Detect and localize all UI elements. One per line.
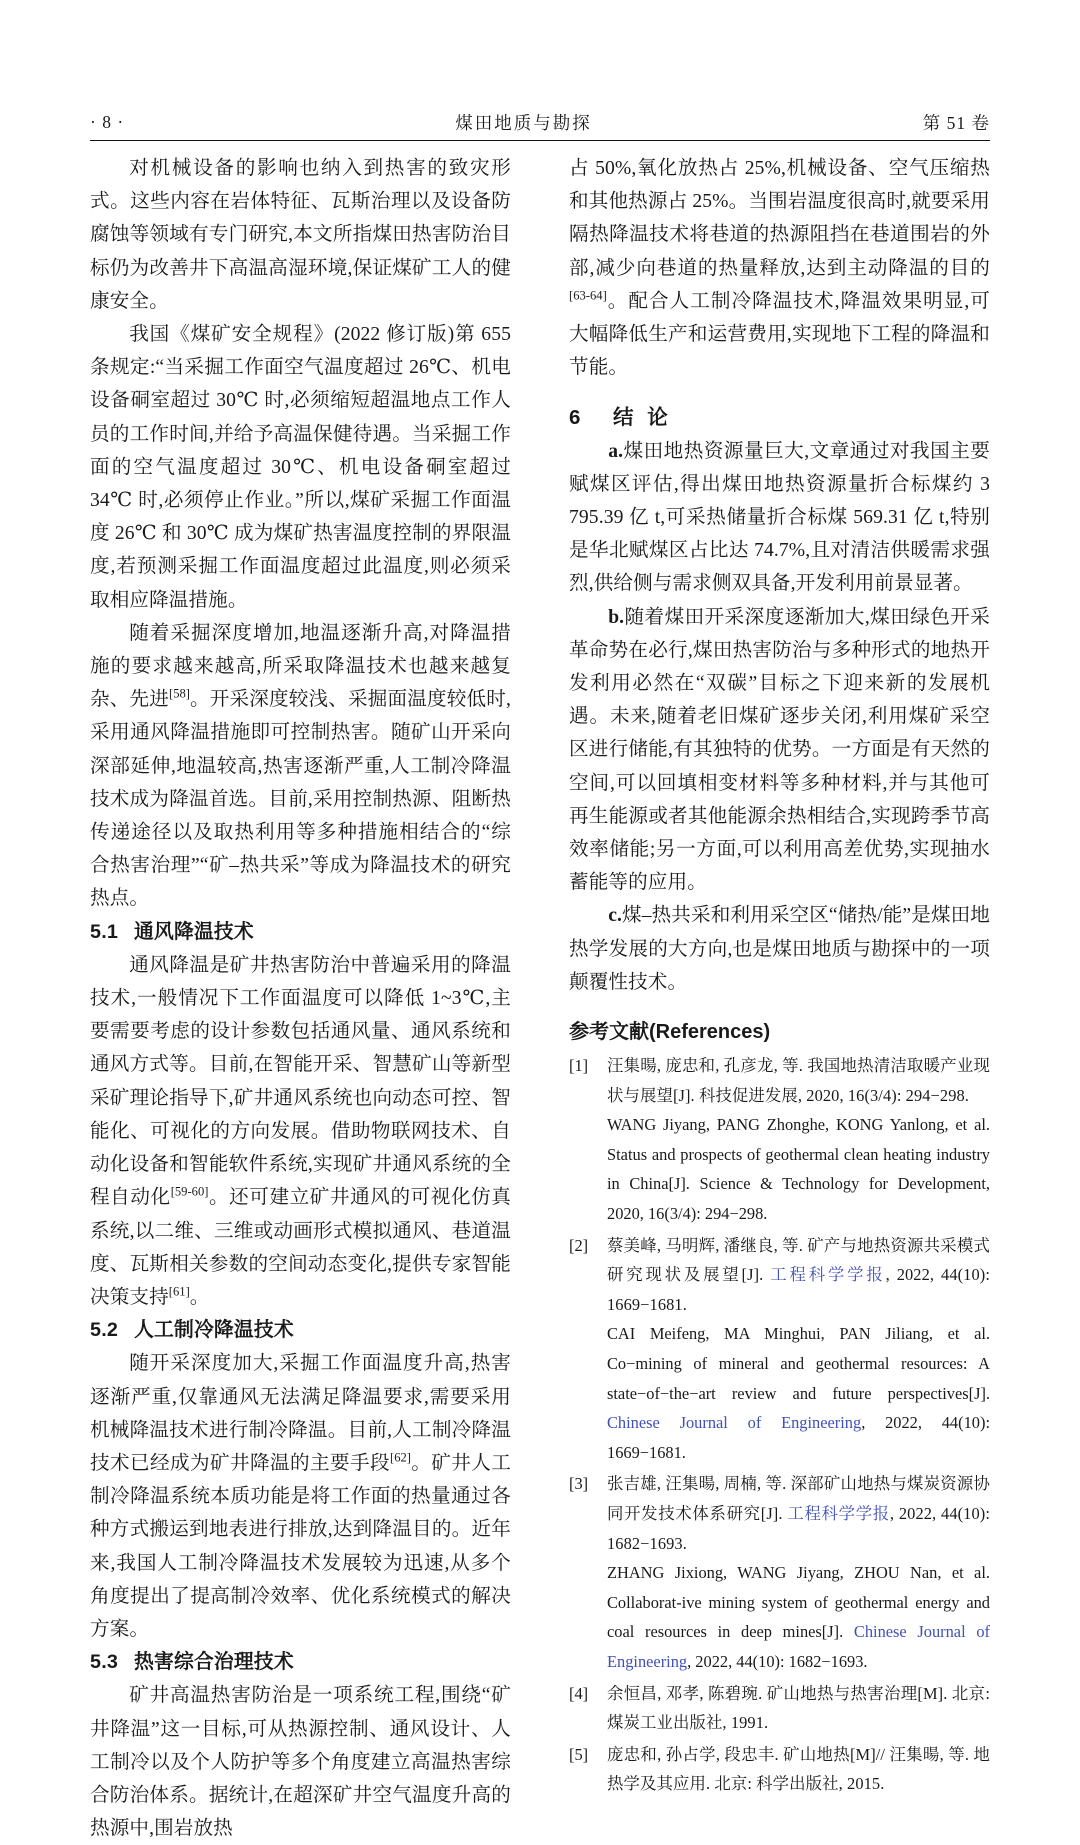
item-label: c. — [608, 905, 622, 927]
journal-link[interactable]: 工程科学学报 — [770, 1265, 886, 1285]
citation-ref: [63-64] — [569, 288, 607, 303]
paragraph — [569, 152, 990, 384]
section-number: 6 — [569, 406, 581, 430]
volume-label: 第 51 卷 — [922, 112, 990, 133]
reference-chinese — [607, 1740, 990, 1799]
reference-english — [607, 1558, 990, 1676]
paragraph — [90, 152, 511, 318]
paragraph-text: 。 — [189, 1286, 210, 1308]
reference-item — [569, 1469, 990, 1676]
reference-text: WANG Jiyang, PANG Zhonghe, KONG Yanlong, et al. Status and prospects of geothermal clean heating industry in China[J]. — [607, 1115, 990, 1194]
reference-english — [607, 1110, 990, 1228]
reference-item — [569, 1051, 990, 1229]
reference-text: CAI Meifeng, MA Minghui, PAN Jiliang, et al. Co−mining of mineral and geothermal resources: A state−of−the−art review and future perspectives[J]. — [607, 1324, 990, 1403]
reference-item — [569, 1740, 990, 1799]
reference-text: 科技促进发展, 2020, 16(3/4): 294−298. — [698, 1085, 969, 1105]
reference-text: , 2022, 44(10): 1682−1693. — [607, 1503, 990, 1553]
left-column — [90, 152, 511, 1845]
paragraph-text: 占 50%,氧化放热占 25%,机械设备、空气压缩热和其他热源占 25%。当围岩温度很高时,就要采用隔热降温技术将巷道的热源阻挡在巷道围岩的外部,减少向巷道的热量释放,达到主动降温的目的 — [569, 158, 990, 279]
references-heading: 参考文献(References) — [569, 1021, 771, 1044]
paragraph-text: 我国《煤矿安全规程》(2022 修订版)第 655 条规定:“当采掘工作面空气温度超过 26℃、机电设备硐室超过 30℃ 时,必须缩短超温地点工作人员的工作时间,并给予高温保健待遇。当采掘工作面的空气温度超过 30℃、机电设备硐室超过 34℃ 时,必须停止作业。”所以,煤矿采掘工作面温度 26℃ 和 30℃ 成为煤矿热害温度控制的界限温度,若预测采掘工作面温度超过此温度,则必须采取相应降温措施。 — [90, 324, 511, 611]
section-title: 通风降温技术 — [134, 920, 254, 943]
reference-text: 张吉雄, 汪集暘, 周楠, 等. 深部矿山地热与煤炭资源协同开发技术体系研究[J]. — [607, 1474, 990, 1523]
reference-body — [607, 1231, 990, 1468]
section-heading-6 — [569, 401, 990, 434]
section-heading-5-1 — [90, 916, 511, 949]
section-heading-5-3 — [90, 1646, 511, 1679]
paragraph-text: 。配合人工制冷降温技术,降温效果明显,可大幅降低生产和运营费用,实现地下工程的降温和节能。 — [569, 290, 990, 379]
journal-link[interactable]: Chinese Journal of Engineering — [607, 1622, 990, 1671]
paragraph — [90, 1347, 511, 1646]
right-column — [569, 152, 990, 1845]
reference-item — [569, 1679, 990, 1738]
paragraph-text: 煤–热共采和利用采空区“储热/能”是煤田地热学发展的大方向,也是煤田地质与勘探中的一项颠覆性技术。 — [569, 905, 990, 993]
reference-number: [3] — [569, 1474, 589, 1494]
header-divider — [90, 140, 990, 141]
reference-chinese — [607, 1469, 990, 1558]
paragraph-text: 。矿井人工制冷降温系统本质功能是将工作面的热量通过各种方式搬运到地表进行排放,达到降温目的。近年来,我国人工制冷降温技术发展较为迅速,从多个角度提出了提高制冷效率、优化系统模式的解决方案。 — [90, 1452, 512, 1640]
citation-ref: [61] — [168, 1284, 190, 1299]
reference-text: 汪集暘, 庞忠和, 孔彦龙, 等. 我国地热清洁取暖产业现状与展望[J]. — [607, 1056, 990, 1105]
paragraph-text: 随着煤田开采深度逐渐加大,煤田绿色开采革命势在必行,煤田热害防治与多种形式的地热开发利用必然在“双碳”目标之下迎来新的发展机遇。未来,随着老旧煤矿逐步关闭,利用煤矿采空区进行储能,有其独特的优势。一方面是有天然的空间,可以回填相变材料等多种材料,并与其他可再生能源或者其他能源余热相结合,实现跨季节高效率储能;另一方面,可以利用高差优势,实现抽水蓄能等的应用。 — [569, 606, 990, 894]
section-title: 人工制冷降温技术 — [134, 1319, 294, 1342]
reference-text: 余恒昌, 邓孝, 陈碧琬. 矿山地热与热害治理[M]. 北京: 煤炭工业出版社, 1991. — [607, 1683, 990, 1733]
reference-chinese — [607, 1051, 990, 1110]
page-number: · 8 · — [90, 111, 125, 132]
citation-ref: [62] — [390, 1450, 411, 1465]
item-label: a. — [608, 440, 624, 462]
journal-title: 煤田地质与勘探 — [455, 112, 592, 133]
journal-link[interactable]: Chinese Journal of Engineering — [607, 1413, 862, 1433]
section-number: 5.3 — [90, 1651, 119, 1674]
reference-number: [1] — [569, 1056, 589, 1076]
reference-number: [5] — [569, 1744, 589, 1764]
paragraph — [90, 318, 511, 617]
reference-text: , 2022, 44(10): 1682−1693. — [687, 1651, 868, 1671]
references-list — [569, 1051, 990, 1799]
section-heading-5-2 — [90, 1314, 511, 1347]
conclusion-item-c — [569, 899, 990, 999]
reference-text: Science & Technology for Development, 2020, 16(3/4): 294−298. — [607, 1174, 990, 1224]
paragraph — [90, 617, 511, 916]
section-number: 5.1 — [90, 920, 119, 943]
paragraph-text: 随开采深度加大,采掘工作面温度升高,热害逐渐严重,仅靠通风无法满足降温要求,需要采用机械降温技术进行制冷降温。目前,人工制冷降温技术已经成为矿井降温的主要手段 — [90, 1353, 511, 1474]
citation-ref: [58] — [169, 686, 190, 701]
reference-body — [607, 1469, 990, 1676]
conclusion-item-a — [569, 435, 990, 601]
paragraph-text: 。开采深度较浅、采掘面温度较低时,采用通风降温措施即可控制热害。随矿山开采向深部延伸,地温较高,热害逐渐严重,人工制冷降温技术成为降温首选。目前,采用控制热源、阻断热传递途径以及取热利用等多种措施相结合的“综合热害治理”“矿–热共采”等成为降温技术的研究热点。 — [90, 689, 511, 910]
section-number: 5.2 — [90, 1319, 119, 1342]
spacer — [569, 384, 990, 401]
paragraph — [90, 949, 511, 1314]
journal-link[interactable]: 工程科学学报 — [787, 1503, 890, 1523]
paragraph — [90, 1679, 511, 1845]
section-title: 热害综合治理技术 — [134, 1651, 294, 1674]
reference-text: , 2022, 44(10): 1669−1681. — [607, 1265, 990, 1314]
reference-text: 庞忠和, 孙占学, 段忠丰. 矿山地热[M]// 汪集暘, 等. 地热学及其应用. 北京: 科学出版社, 2015. — [607, 1744, 990, 1794]
paragraph-text: 通风降温是矿井热害防治中普遍采用的降温技术,一般情况下工作面温度可以降低 1~3℃,主要需要考虑的设计参数包括通风量、通风系统和通风方式等。目前,在智能开采、智慧矿山等新型采矿理论指导下,矿井通风系统也向动态可控、智能化、可视化的方向发展。借助物联网技术、自动化设备和智能软件系统,实现矿井通风系统的全程自动化 — [90, 954, 511, 1209]
section-title: 结 论 — [613, 406, 672, 430]
citation-ref: [59-60] — [170, 1184, 209, 1199]
reference-body — [607, 1051, 990, 1229]
reference-text: , 2022, 44(10): 1669−1681. — [607, 1413, 990, 1462]
two-column-body — [90, 152, 990, 1845]
reference-item — [569, 1231, 990, 1468]
reference-body — [607, 1679, 990, 1738]
paragraph-text: 对机械设备的影响也纳入到热害的致灾形式。这些内容在岩体特征、瓦斯治理以及设备防腐蚀等领域有专门研究,本文所指煤田热害防治目标仍为改善井下高温高湿环境,保证煤矿工人的健康安全。 — [90, 158, 511, 312]
reference-body — [607, 1740, 990, 1799]
reference-number: [2] — [569, 1235, 589, 1255]
reference-text: ZHANG Jixiong, WANG Jiyang, ZHOU Nan, et al. Collaborat-ive mining system of geothermal energy and coal resources in deep mines[J]. — [607, 1563, 990, 1642]
paragraph-text: 矿井高温热害防治是一项系统工程,围绕“矿井降温”这一目标,可从热源控制、通风设计、人工制冷以及个人防护等多个角度建立高温热害综合防治体系。据统计,在超深矿井空气温度升高的热源中,围岩放热 — [90, 1685, 511, 1840]
paragraph-text: 煤田地热资源量巨大,文章通过对我国主要赋煤区评估,得出煤田地热资源量折合标煤约 3 795.39 亿 t,可采热储量折合标煤 569.31 亿 t,特别是华北赋煤区占比达 74.7%,且对清洁供暖需求强烈,供给侧与需求侧双具备,开发利用前景显著。 — [569, 440, 990, 595]
reference-chinese — [607, 1679, 990, 1738]
paragraph-text: 。还可建立矿井通风的可视化仿真系统,以二维、三维或动画形式模拟通风、巷道温度、瓦斯相关参数的空间动态变化,提供专家智能决策支持 — [90, 1187, 512, 1308]
reference-english — [607, 1319, 990, 1467]
reference-chinese — [607, 1231, 990, 1320]
reference-number: [4] — [569, 1683, 589, 1703]
conclusion-item-b — [569, 601, 990, 900]
running-head — [90, 105, 990, 139]
reference-text: 蔡美峰, 马明辉, 潘继良, 等. 矿产与地热资源共采模式研究现状及展望[J]. — [607, 1235, 990, 1285]
item-label: b. — [608, 606, 625, 628]
paragraph-text: 随着采掘深度增加,地温逐渐升高,对降温措施的要求越来越高,所采取降温技术也越来越复杂、先进 — [90, 622, 511, 711]
spacer — [569, 999, 990, 1016]
